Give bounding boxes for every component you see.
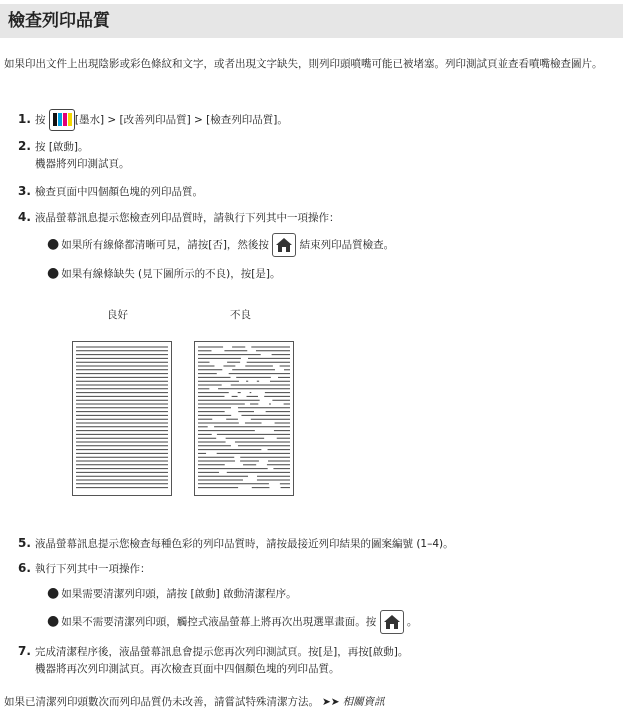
bullet-text: 如果有線條缺失 (見下圖所示的不良)，按[是]。	[61, 268, 281, 280]
step-text: 執行下列其中一項操作：	[35, 563, 151, 575]
step-1	[18, 109, 288, 131]
ink-icon[interactable]	[49, 109, 75, 131]
step-text-post: [墨水] > [改善列印品質] > [檢查列印品質]。	[74, 114, 288, 126]
step-subtext: 機器將列印測試頁。	[35, 158, 130, 170]
step6-bullet-2	[47, 610, 417, 634]
step-text: 按 [啟動]。	[35, 141, 89, 153]
home-icon[interactable]	[272, 233, 296, 257]
step-number: 2.	[18, 139, 31, 153]
bad-pattern	[194, 341, 294, 496]
page-title: 檢查列印品質	[8, 11, 110, 31]
home-icon[interactable]	[380, 610, 404, 634]
bullet-text-post: 。	[406, 616, 418, 628]
good-label: 良好	[107, 309, 128, 321]
step-number: 1.	[18, 112, 31, 126]
bullet-dot: ●	[47, 613, 60, 629]
step-2	[18, 138, 130, 173]
bullet-text-pre: 如果不需要清潔列印頭，觸控式液晶螢幕上將再次出現選單畫面。按	[61, 616, 377, 628]
step4-bullet-2	[47, 264, 280, 283]
step-subtext: 機器將再次列印測試頁。再次檢查頁面中四個顏色塊的列印品質。	[35, 663, 340, 675]
footer-note	[4, 694, 385, 711]
step-text: 液晶螢幕訊息提示您檢查每種色彩的列印品質時，請按最接近列印結果的圖案編號 (1–4)。	[35, 538, 454, 550]
step-number: 5.	[18, 536, 31, 550]
related-info-arrows-icon: ➤➤	[322, 696, 340, 708]
bullet-text: 如果需要清潔列印頭，請按 [啟動] 啟動清潔程序。	[61, 588, 297, 600]
step-5	[18, 535, 454, 553]
step-number: 7.	[18, 644, 31, 658]
bullet-dot: ●	[47, 585, 60, 601]
step6-bullet-1	[47, 584, 297, 603]
step4-bullet-1	[47, 233, 394, 257]
step-4	[18, 209, 340, 227]
bullet-dot: ●	[47, 236, 60, 252]
step-6	[18, 560, 151, 578]
bullet-text-post: 結束列印品質檢查。	[299, 239, 395, 251]
step-text: 完成清潔程序後，液晶螢幕訊息會提示您再次列印測試頁。按[是]，再按[啟動]。	[35, 646, 409, 658]
step-3	[18, 183, 203, 201]
title-bar	[0, 4, 623, 38]
step-number: 4.	[18, 210, 31, 224]
step-number: 3.	[18, 184, 31, 198]
step-text: 液晶螢幕訊息提示您檢查列印品質時，請執行下列其中一項操作：	[35, 212, 340, 224]
intro-paragraph: 如果印出文件上出現陰影或彩色條紋和文字，或者出現文字缺失，則列印頭噴嘴可能已被堵塞。列印測試頁並查看噴嘴檢查圖片。	[4, 58, 603, 70]
step-text-pre: 按	[35, 114, 46, 126]
step-text: 檢查頁面中四個顏色塊的列印品質。	[35, 186, 203, 198]
step-7	[18, 643, 408, 678]
bad-label: 不良	[230, 309, 251, 321]
related-info-link[interactable]: 相關資訊	[342, 696, 385, 708]
bullet-text-pre: 如果所有線條都清晰可見，請按[否]，然後按	[61, 239, 269, 251]
good-pattern	[72, 341, 172, 496]
step-number: 6.	[18, 561, 31, 575]
footer-text: 如果已清潔列印頭數次而列印品質仍未改善，請嘗試特殊清潔方法。	[4, 696, 319, 708]
bullet-dot: ●	[47, 265, 60, 281]
